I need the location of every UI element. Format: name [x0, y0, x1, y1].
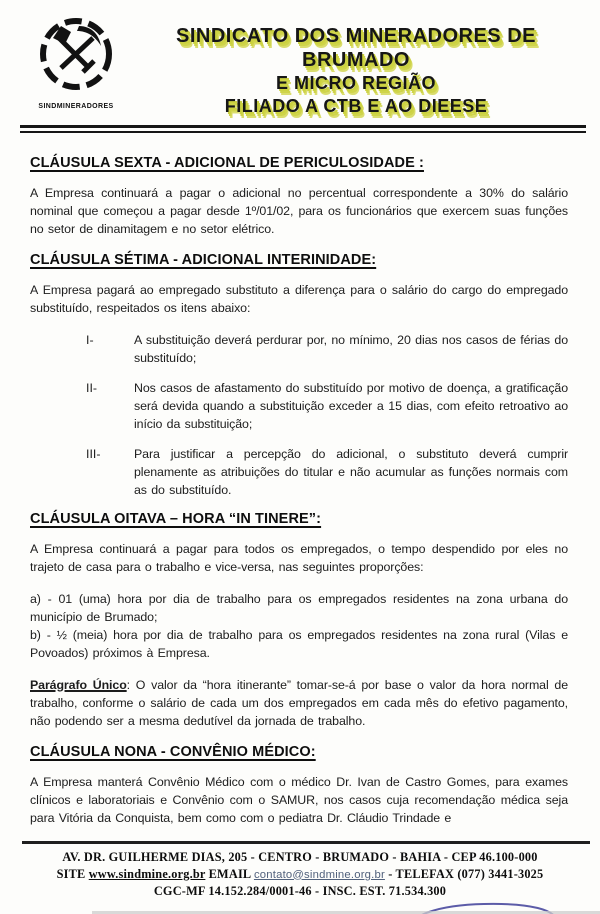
clause-nona-paragraph: A Empresa manterá Convênio Médico com o médico Dr. Ivan de Castro Gomes, para exames clínicos e laboratoriais e Convênio com o SAMUR, nos casos cuja recomendação médica seja para Vitória da Conquista, bem como com o pediatra Dr. Cláudio Trindade e	[30, 775, 568, 825]
header-divider	[20, 125, 586, 133]
site-url: www.sindmine.org.br	[88, 866, 206, 881]
clause-sexta-heading: CLÁUSULA SEXTA - ADICIONAL DE PERICULOSIDADE :	[30, 155, 424, 171]
clause-oitava-heading: CLÁUSULA OITAVA – HORA “IN TINERE”:	[30, 511, 322, 527]
item-marker: I-	[86, 333, 94, 347]
document-body	[0, 133, 600, 827]
list-item	[86, 379, 568, 433]
title-line-1: SINDICATO DOS MINERADORES DE BRUMADO	[176, 25, 536, 71]
clause-oitava-item-a: a) - 01 (uma) hora por dia de trabalho para os empregados residentes na zona urbana do município de Brumado;	[30, 592, 568, 624]
clause-oitava	[30, 511, 568, 730]
paragrafo-unico-label: Parágrafo Único	[30, 678, 127, 692]
crossed-tools-icon	[33, 83, 119, 100]
item-text: A substituição deverá perdurar por, no mínimo, 20 dias nos casos de férias do substituído;	[134, 333, 568, 365]
item-marker: III-	[86, 447, 101, 461]
union-logo	[22, 14, 130, 110]
clause-oitava-item-b: b) - ½ (meia) hora por dia de trabalho para os empregados residentes na zona rural (Vilas e Povoados) próximos à Empresa.	[30, 628, 568, 660]
clause-nona	[30, 744, 568, 827]
clause-setima-paragraph: A Empresa pagará ao empregado substituto a diferença para o salário do cargo do empregado substituído, respeitados os itens abaixo:	[30, 283, 568, 315]
paragrafo-unico-text: : O valor da “hora itinerante” tomar-se-á por base o valor da hora normal de trabalho, conforme o salário de cada um dos empregados em cada mês do efetivo pagamento, não podendo ser a mesma dedutível da jornada de trabalho.	[30, 678, 568, 728]
list-item	[86, 445, 568, 499]
email-label: EMAIL	[208, 866, 251, 881]
clause-sexta	[30, 155, 568, 238]
title-line-3: FILIADO A CTB E AO DIEESE	[224, 96, 488, 116]
clause-setima	[30, 252, 568, 499]
footer-registry: CGC-MF 14.152.284/0001-46 - INSC. EST. 71.534.300	[153, 884, 447, 898]
letterhead-title	[130, 14, 582, 118]
footer-divider	[22, 841, 590, 844]
clause-setima-heading: CLÁUSULA SÉTIMA - ADICIONAL INTERINIDADE:	[30, 252, 377, 268]
paragrafo-unico	[30, 676, 568, 730]
email-address: contato@sindmine.org.br	[253, 868, 385, 881]
logo-caption: SINDMINERADORES	[38, 103, 114, 110]
telefax: - TELEFAX (077) 3441-3025	[388, 866, 544, 881]
item-text: Nos casos de afastamento do substituído por motivo de doença, a gratificação será devida quando a substituição exceder a 15 dias, com efeito retroativo ao início da substituição;	[134, 381, 568, 431]
list-item	[86, 331, 568, 367]
letterhead	[0, 0, 600, 118]
footer-address: AV. DR. GUILHERME DIAS, 205 - CENTRO - BRUMADO - BAHIA - CEP 46.100-000	[62, 850, 538, 864]
clause-oitava-paragraph: A Empresa continuará a pagar para todos os empregados, o tempo despendido por eles no trajeto de casa para o trabalho e vice-versa, nas seguintes proporções:	[30, 542, 568, 574]
clause-sexta-paragraph: A Empresa continuará a pagar o adicional no percentual correspondente a 30% do salário nominal que começou a pagar desde 1º/01/02, para os funcionários que exercem suas funções no setor de dinamitagem e no setor elétrico.	[30, 186, 568, 236]
item-text: Para justificar a percepção do adicional, o substituto deverá cumprir plenamente as atribuições do titular e não acumular as funções normais com as do substituído.	[134, 447, 568, 497]
site-label: SITE	[56, 866, 86, 881]
clause-nona-heading: CLÁUSULA NONA - CONVÊNIO MÉDICO:	[30, 744, 316, 760]
letterhead-footer	[0, 849, 600, 900]
title-line-2: E MICRO REGIÃO	[275, 73, 436, 93]
item-marker: II-	[86, 381, 98, 395]
footer-contacts	[0, 866, 600, 884]
